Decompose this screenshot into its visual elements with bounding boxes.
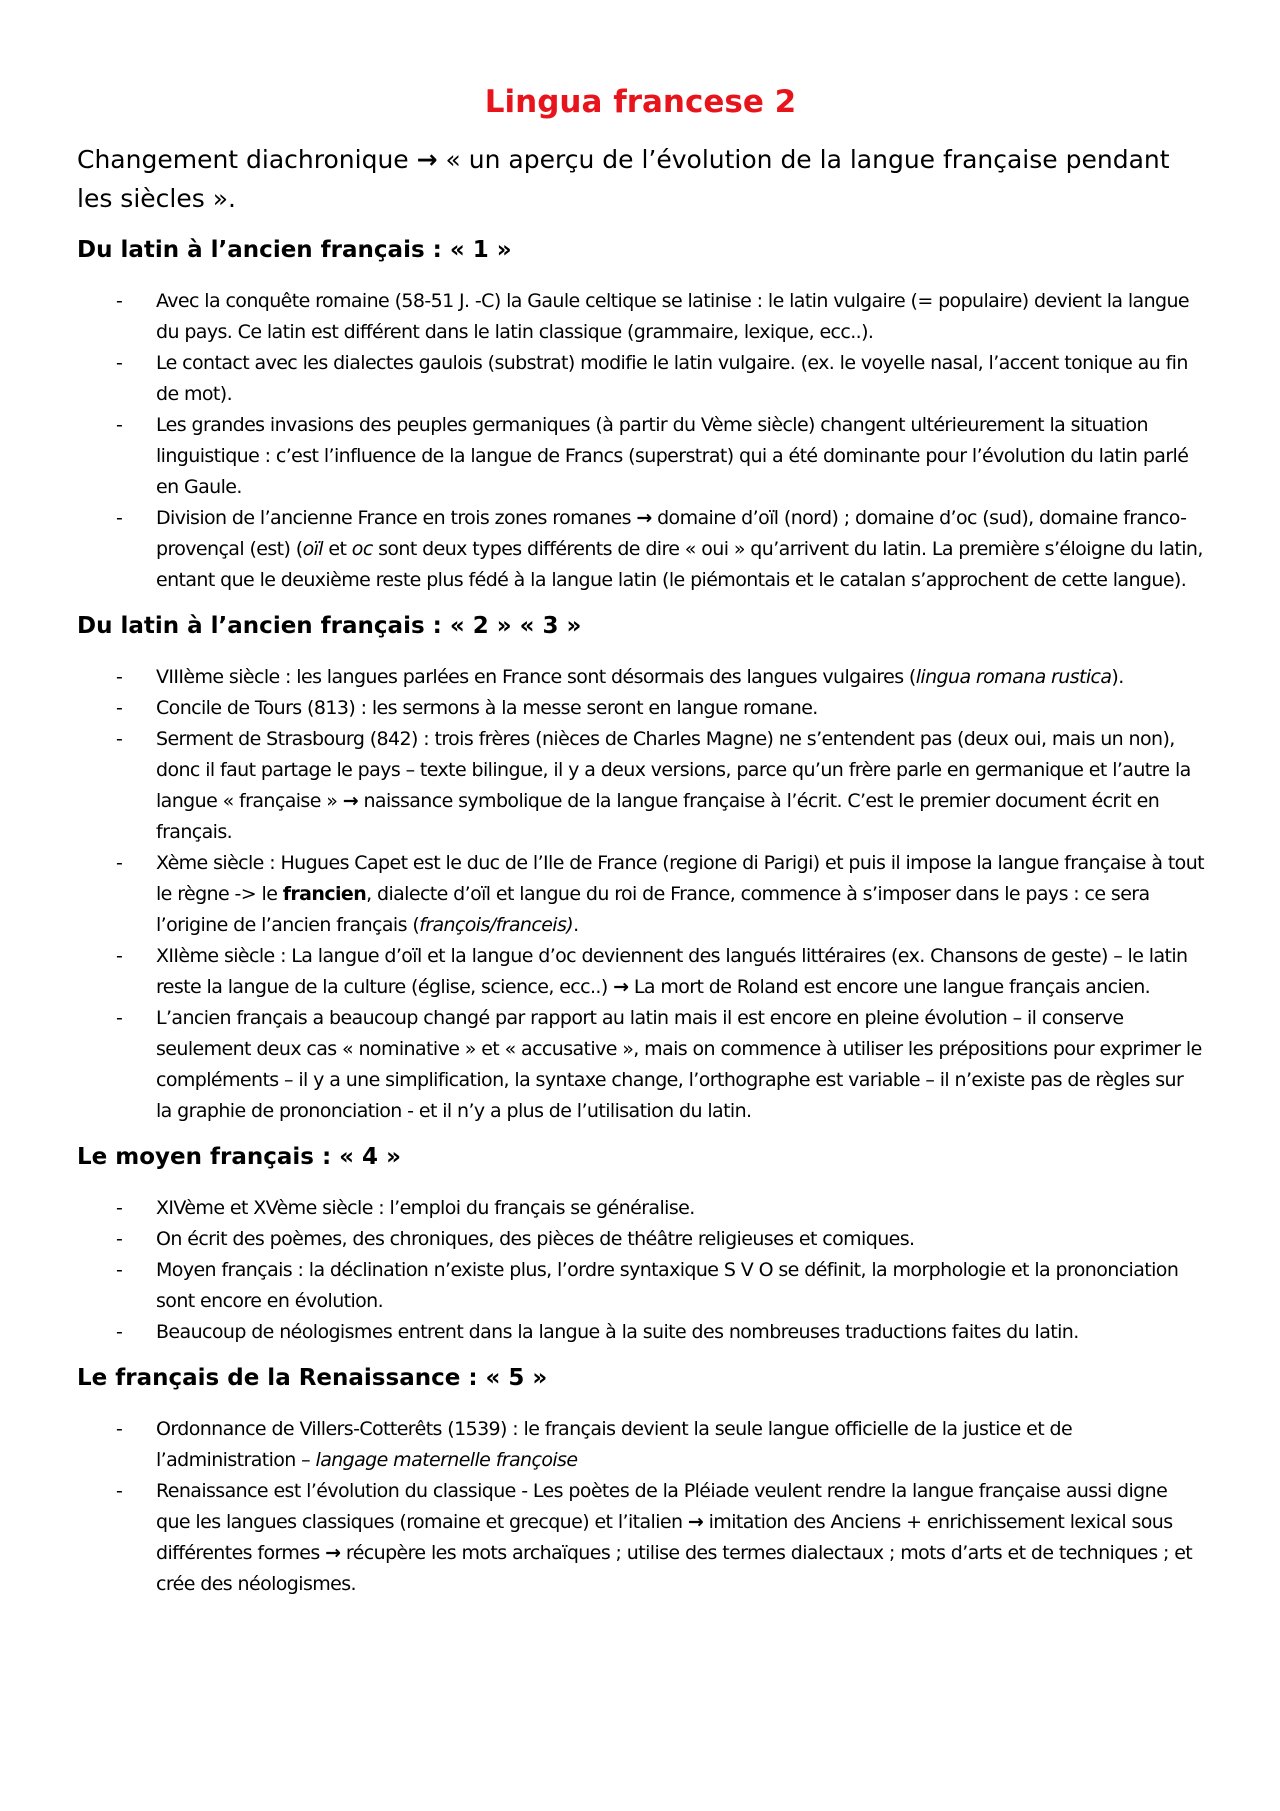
list-item [77,1224,1204,1255]
arrow-icon: → [325,1542,341,1565]
text-segment: Moyen français : la déclination n’existe plus, l’ordre syntaxique S V O se définit, la morphologie et la prononciation sont encore en évolution. [156,1259,1179,1313]
text-segment: . [573,914,579,937]
text-segment: et [322,538,352,561]
list-item [77,1476,1204,1600]
list-item [77,348,1204,410]
text-segment: récupère les mots archaïques ; utilise des termes dialectaux ; mots d’arts et de techniques ; et crée des néologismes. [156,1542,1193,1596]
list-item [77,693,1204,724]
intro-paragraph [77,140,1204,218]
text-segment: XIIème siècle : La langue d’oïl et la langue d’oc deviennent des langués littéraires (ex. Chansons de geste) – le latin reste la langue de la culture (église, science, ecc..) [156,945,1188,999]
list-item [77,1193,1204,1224]
section-1 [77,234,1204,596]
list-item [77,662,1204,693]
text-segment: francien [282,883,367,906]
text-segment: domaine d’oïl (nord) ; domaine d’oc (sud), domaine franco-provençal (est) ( [156,507,1187,561]
list-item [77,503,1204,596]
text-segment: L’ancien français a beaucoup changé par rapport au latin mais il est encore en pleine évolution – il conserve seulement deux cas « nominative » et « accusative », mais on commence à utiliser les prépositions pour exprimer le compléments – il y a une simplification, la syntaxe change, l’orthographe est variable – il n’existe pas de règles sur la graphie de prononciation - et il n’y a plus de l’utilisation du latin. [156,1007,1202,1123]
document-title: Lingua francese 2 [484,84,797,120]
section-2 [77,610,1204,1127]
list-item [77,941,1204,1003]
text-segment: naissance symbolique de la langue française à l’écrit. C’est le premier document écrit en français. [156,790,1160,844]
list-item [77,1255,1204,1317]
list-item [77,1317,1204,1348]
text-segment: oïl [302,538,323,561]
section-4 [77,1362,1204,1600]
section-3 [77,1141,1204,1348]
text-segment: Avec la conquête romaine (58-51 J. -C) la Gaule celtique se latinise : le latin vulgaire (= populaire) devient la langue du pays. Ce latin est différent dans le latin classique (grammaire, lexique, ecc..). [156,290,1190,344]
list-item [77,1003,1204,1127]
list-item [77,1414,1204,1476]
text-segment: On écrit des poèmes, des chroniques, des pièces de théâtre religieuses et comiques. [156,1228,915,1251]
list-item [77,724,1204,848]
bullet-list [77,1193,1204,1348]
text-segment: Serment de Strasbourg (842) : trois frères (nièces de Charles Magne) ne s’entendent pas (deux oui, mais un non), donc il faut partage le pays – texte bilingue, il y a deux versions, parce qu’un frère parle en germanique et l’autre la langue « française » [156,728,1191,813]
text-segment: Le contact avec les dialectes gaulois (substrat) modifie le latin vulgaire. (ex. le voyelle nasal, l’accent tonique au fin de mot). [156,352,1188,406]
list-item [77,286,1204,348]
section-heading: Du latin à l’ancien français : « 1 » [77,237,512,264]
text-segment: Les grandes invasions des peuples germaniques (à partir du Vème siècle) changent ultérieurement la situation linguistique : c’est l’influence de la langue de Francs (superstrat) qui a été dominante pour l’évolution du latin parlé en Gaule. [156,414,1189,499]
arrow-icon: → [687,1511,704,1534]
bullet-list [77,1414,1204,1600]
text-segment: Xème siècle : Hugues Capet est le duc de l’Ile de France (regione di Parigi) et puis il impose la langue française à tout le règne -> le [156,852,1204,906]
text-segment: Renaissance est l’évolution du classique - Les poètes de la Pléiade veulent rendre la langue française aussi digne que les langues classiques (romaine et grecque) et l’italien [156,1480,1168,1534]
list-item [77,410,1204,503]
text-segment: oc [351,538,373,561]
arrow-icon: → [636,507,652,530]
text-segment: Division de l’ancienne France en trois zones romanes [156,507,637,530]
section-heading: Le moyen français : « 4 » [77,1144,401,1171]
arrow-icon: → [342,790,359,813]
text-segment: langage maternelle françoise [315,1449,578,1472]
text-segment: Beaucoup de néologismes entrent dans la langue à la suite des nombreuses traductions faites du latin. [156,1321,1079,1344]
section-heading: Le français de la Renaissance : « 5 » [77,1365,548,1392]
text-segment: Concile de Tours (813) : les sermons à la messe seront en langue romane. [156,697,818,720]
bullet-list [77,286,1204,596]
text-segment: , dialecte d’oïl et langue du roi de France, commence à s’imposer dans le pays : ce sera l’origine de l’ancien français ( [156,883,1150,937]
text-segment: La mort de Roland est encore une langue français ancien. [628,976,1151,999]
text-segment: lingua romana rustica [915,666,1112,689]
intro-rest: « un aperçu de l’évolution de la langue française pendant les siècles ». [77,145,1170,214]
text-segment: imitation des Anciens + enrichissement lexical sous différentes formes [156,1511,1173,1565]
section-heading: Du latin à l’ancien français : « 2 » « 3 » [77,613,582,640]
sections-container [77,234,1204,1600]
arrow-icon: → [613,976,629,999]
arrow-icon: → [416,145,438,175]
text-segment: Ordonnance de Villers-Cotterêts (1539) : le français devient la seule langue officielle de la justice et de l’administration – [156,1418,1073,1472]
text-segment: XIVème et XVème siècle : l’emploi du français se généralise. [156,1197,695,1220]
intro-prefix: Changement diachronique [77,145,409,175]
text-segment: sont deux types différents de dire « oui » qu’arrivent du latin. La première s’éloigne du latin, entant que le deuxième reste plus fédé à la langue latin (le piémontais et le catalan s’approchent de cette langue). [156,538,1203,592]
text-segment: VIIIème siècle : les langues parlées en France sont désormais des langues vulgaires ( [156,666,916,689]
bullet-list [77,662,1204,1127]
text-segment: françois/franceis) [419,914,574,937]
text-segment: ). [1111,666,1124,689]
list-item [77,848,1204,941]
